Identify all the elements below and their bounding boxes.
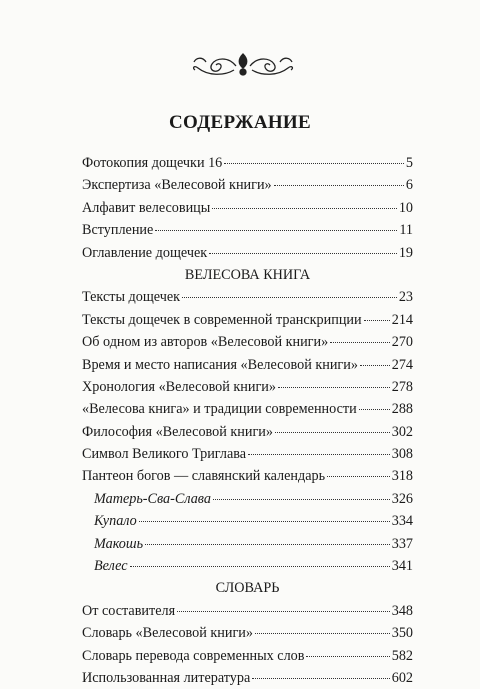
toc-entry-title: Словарь «Велесовой книги»: [82, 625, 253, 642]
toc-entry[interactable]: [82, 309, 413, 331]
toc-entry-title: Об одном из авторов «Велесовой книги»: [82, 334, 329, 351]
section-heading: СЛОВАРЬ: [215, 580, 280, 597]
dot-leader: [252, 678, 389, 679]
toc-entry-page: 334: [391, 513, 413, 530]
toc-entry-title: Матерь-Сва-Слава: [94, 490, 211, 507]
toc-entry-title: Тексты дощечек в современной транскрипции: [82, 311, 362, 328]
toc-entry-page: 337: [391, 535, 413, 552]
toc-entry-page: 274: [391, 356, 413, 373]
toc-entry[interactable]: [82, 219, 413, 241]
toc-entry-title: Использованная литература: [82, 669, 251, 686]
dot-leader: [255, 633, 390, 634]
dot-leader: [306, 656, 389, 657]
toc-entry-title: Купало: [94, 513, 137, 530]
toc-entry-title: От составителя: [82, 602, 176, 619]
dot-leader: [330, 342, 390, 343]
table-of-contents: [82, 152, 413, 689]
toc-entry-title: Хронология «Велесовой книги»: [82, 378, 276, 395]
toc-entry[interactable]: [82, 286, 413, 308]
dot-leader: [145, 544, 390, 545]
dot-leader: [327, 476, 390, 477]
toc-entry-title: Алфавит велесовицы: [82, 199, 211, 216]
toc-entry-page: 214: [391, 311, 413, 328]
dot-leader: [177, 611, 390, 612]
toc-entry-title: «Велесова книга» и традиции современности: [82, 401, 357, 418]
toc-entry-page: 5: [405, 155, 413, 171]
toc-entry-title: Философия «Велесовой книги»: [82, 423, 273, 440]
dot-leader: [155, 230, 397, 231]
dot-leader: [212, 208, 397, 209]
toc-entry[interactable]: [82, 533, 413, 555]
dot-leader: [248, 454, 390, 455]
dot-leader: [360, 365, 390, 366]
toc-entry-title: Время и место написания «Велесовой книги»: [82, 356, 358, 373]
dot-leader: [224, 163, 404, 164]
toc-entry[interactable]: [82, 600, 413, 622]
toc-entry[interactable]: [82, 667, 413, 689]
toc-entry-title: Вступление: [82, 222, 154, 239]
toc-entry-page: 348: [391, 602, 413, 619]
toc-entry-page: 350: [391, 625, 413, 642]
toc-entry[interactable]: [82, 421, 413, 443]
toc-entry-page: 6: [405, 177, 413, 194]
toc-entry-title: Оглавление дощечек: [82, 244, 208, 261]
toc-entry[interactable]: [82, 398, 413, 420]
toc-entry-page: 270: [391, 334, 413, 351]
toc-entry[interactable]: [82, 174, 413, 196]
dot-leader: [364, 320, 390, 321]
toc-entry-title: Макошь: [94, 535, 144, 552]
toc-entry-page: 302: [391, 423, 413, 440]
dot-leader: [139, 521, 390, 522]
dot-leader: [213, 499, 390, 500]
toc-entry[interactable]: [82, 465, 413, 487]
dot-leader: [274, 185, 404, 186]
dot-leader: [130, 566, 390, 567]
toc-entry[interactable]: [82, 331, 413, 353]
toc-entry-page: 326: [391, 490, 413, 507]
toc-entry[interactable]: [82, 645, 413, 667]
dot-leader: [209, 253, 397, 254]
dot-leader: [278, 387, 390, 388]
toc-entry-title: Символ Великого Триглава: [82, 446, 247, 463]
section-heading: ВЕЛЕСОВА КНИГА: [184, 266, 311, 283]
toc-entry-title: Словарь перевода современных слов: [82, 647, 305, 664]
dot-leader: [275, 432, 390, 433]
toc-entry-page: 23: [398, 289, 413, 306]
toc-entry-title: Велес: [94, 558, 128, 575]
toc-entry[interactable]: [82, 443, 413, 465]
dot-leader: [182, 297, 397, 298]
toc-entry-title: Экспертиза «Велесовой книги»: [82, 177, 272, 194]
toc-entry-title: Пантеон богов — славянский календарь: [82, 468, 326, 485]
toc-entry-page: 602: [391, 669, 413, 686]
toc-entry[interactable]: [82, 555, 413, 577]
toc-entry-page: 308: [391, 446, 413, 463]
toc-entry-page: 11: [399, 222, 413, 239]
toc-entry[interactable]: [82, 354, 413, 376]
toc-entry-page: 341: [391, 558, 413, 575]
toc-entry[interactable]: [82, 242, 413, 264]
page-title: СОДЕРЖАНИЕ: [169, 112, 311, 133]
toc-entry-page: 19: [398, 244, 413, 261]
toc-entry[interactable]: [82, 622, 413, 644]
toc-entry-page: 318: [391, 468, 413, 485]
toc-entry[interactable]: [82, 488, 413, 510]
toc-entry[interactable]: [82, 152, 413, 174]
toc-entry[interactable]: [82, 376, 413, 398]
toc-entry-page: 10: [398, 199, 413, 216]
toc-entry-page: 278: [391, 378, 413, 395]
toc-entry-page: 288: [391, 401, 413, 418]
toc-entry-title: Фотокопия дощечки 16: [82, 155, 223, 171]
dot-leader: [359, 409, 390, 410]
floral-divider-icon: [186, 50, 300, 80]
toc-entry[interactable]: [82, 510, 413, 532]
toc-entry-page: 582: [391, 647, 413, 664]
toc-entry-title: Тексты дощечек: [82, 289, 181, 306]
toc-entry[interactable]: [82, 197, 413, 219]
